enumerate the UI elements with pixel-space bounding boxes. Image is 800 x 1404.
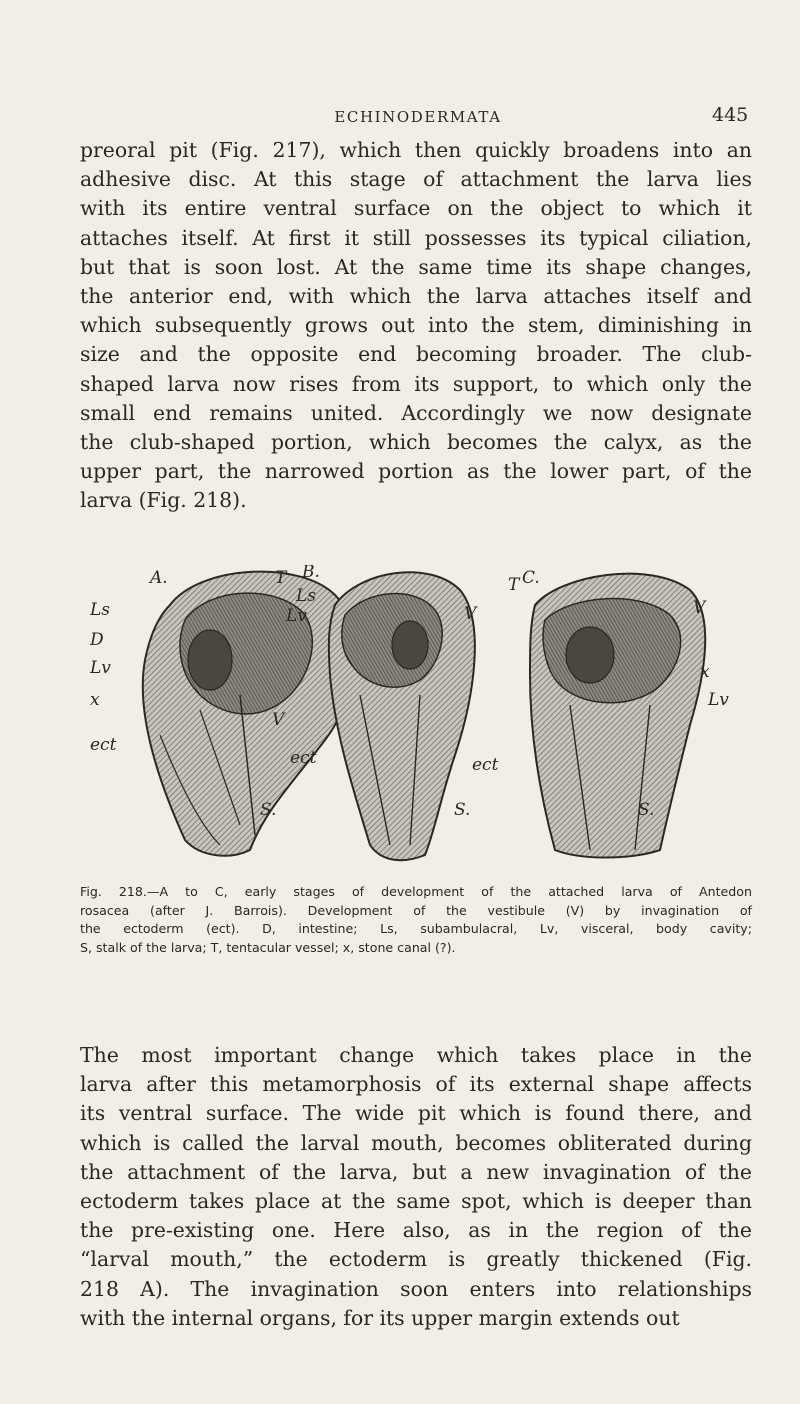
text-line: the attachment of the larva, but a new invagination of the (80, 1159, 752, 1184)
label-x-a: x (90, 690, 100, 710)
larva-illustration (90, 565, 780, 865)
text-line: attaches itself. At first it still possesses its typical ciliation, (80, 225, 752, 250)
running-head (0, 100, 800, 130)
panel-a (143, 572, 355, 856)
panel-b (329, 572, 475, 860)
text-line: the anterior end, with which the larva attaches itself and (80, 284, 752, 309)
text-line: small end remains united. Accordingly we now designate (80, 400, 752, 425)
text-line: but that is soon lost. At the same time its shape changes, (80, 254, 752, 279)
text-line: ectoderm takes place at the same spot, which is deeper than (80, 1189, 752, 1214)
text-line: which is called the larval mouth, becomes obliterated during (80, 1130, 752, 1155)
text-line: which subsequently grows out into the stem, diminishing in (80, 313, 752, 338)
label-d: D (90, 630, 104, 650)
figure-caption (80, 883, 752, 957)
paragraph-bottom (80, 1041, 752, 1333)
figure-218 (90, 565, 780, 865)
label-x-c: x (700, 662, 710, 682)
label-v-c: V (693, 598, 706, 618)
text-line: upper part, the narrowed portion as the lower part, of the (80, 459, 752, 484)
label-ect-b: ect (290, 748, 317, 768)
text-line: “larval mouth,” the ectoderm is greatly thickened (Fig. (80, 1247, 752, 1272)
text-line: adhesive disc. At this stage of attachment the larva lies (80, 167, 752, 192)
label-v-a: V (272, 710, 285, 730)
label-ect-a: ect (90, 735, 117, 755)
label-panel-a: A. (150, 568, 168, 588)
caption-line: the ectoderm (ect). D, intestine; Ls, subambulacral, Lv, visceral, body cavity; (80, 921, 752, 937)
text-line: 218 A). The invagination soon enters into relationships (80, 1276, 752, 1301)
page-number: 445 (712, 104, 749, 126)
text-line: preoral pit (Fig. 217), which then quickly broadens into an (80, 138, 752, 162)
caption-line: rosacea (after J. Barrois). Development of the vestibule (V) by invagination of (80, 902, 752, 918)
label-ls-a: Ls (90, 600, 111, 620)
text-line: its ventral surface. The wide pit which is found there, and (80, 1101, 752, 1126)
text-line: with its entire ventral surface on the object to which it (80, 196, 752, 221)
caption-line: Fig. 218.—A to C, early stages of development of the attached larva of Antedon (80, 884, 752, 899)
text-line: larva (Fig. 218). (80, 488, 247, 513)
paragraph-top (80, 136, 752, 516)
label-ect-c: ect (472, 755, 499, 775)
label-s-b: S. (454, 800, 471, 820)
label-panel-c: C. (522, 568, 540, 588)
text-line: the club-shaped portion, which becomes the calyx, as the (80, 430, 752, 455)
label-s-c: S. (638, 800, 655, 820)
label-lv-b: Lv (286, 606, 307, 626)
text-line: the pre-existing one. Here also, as in the region of the (80, 1218, 752, 1243)
label-panel-b: B. (302, 565, 320, 582)
text-line: size and the opposite end becoming broader. The club- (80, 342, 752, 367)
caption-line: S, stalk of the larva; T, tentacular vessel; x, stone canal (?). (80, 939, 456, 955)
label-t-a: T (275, 568, 287, 588)
label-s-a: S. (260, 800, 277, 820)
text-line: shaped larva now rises from its support, to which only the (80, 371, 752, 396)
label-v-b: V (464, 604, 477, 624)
running-title: ECHINODERMATA (334, 108, 502, 126)
text-line: larva after this metamorphosis of its external shape affects (80, 1072, 752, 1097)
label-t-c: T (508, 575, 520, 595)
panel-c (530, 574, 705, 858)
label-ls-b: Ls (296, 586, 317, 606)
label-lv-a: Lv (90, 658, 111, 678)
label-lv-c: Lv (708, 690, 729, 710)
text-line: The most important change which takes place in the (80, 1043, 752, 1067)
text-line: with the internal organs, for its upper margin extends out (80, 1305, 680, 1330)
